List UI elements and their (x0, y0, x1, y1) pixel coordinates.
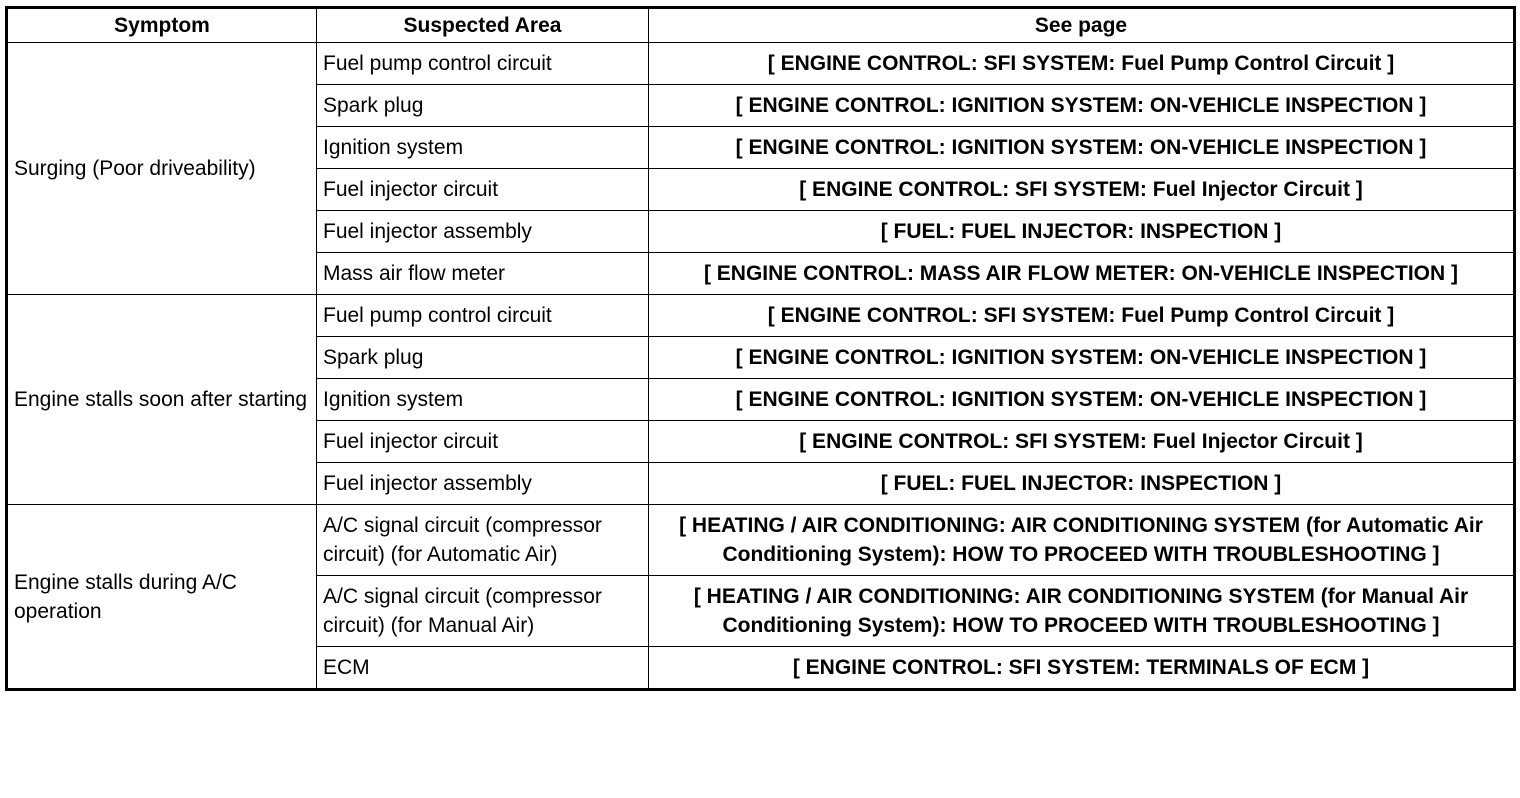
see-page-link[interactable]: [ FUEL: FUEL INJECTOR: INSPECTION ] (649, 211, 1515, 253)
see-page-link[interactable]: [ ENGINE CONTROL: MASS AIR FLOW METER: ON-VEHICLE INSPECTION ] (649, 253, 1515, 295)
suspected-area-cell: Fuel pump control circuit (317, 43, 649, 85)
see-page-link[interactable]: [ ENGINE CONTROL: IGNITION SYSTEM: ON-VEHICLE INSPECTION ] (649, 127, 1515, 169)
symptom-cell: Engine stalls soon after starting (7, 295, 317, 505)
see-page-link[interactable]: [ ENGINE CONTROL: SFI SYSTEM: Fuel Pump Control Circuit ] (649, 43, 1515, 85)
suspected-area-cell: A/C signal circuit (compressor circuit) (for Automatic Air) (317, 505, 649, 576)
header-row (7, 8, 1515, 43)
see-page-link[interactable]: [ ENGINE CONTROL: IGNITION SYSTEM: ON-VEHICLE INSPECTION ] (649, 85, 1515, 127)
see-page-link[interactable]: [ HEATING / AIR CONDITIONING: AIR CONDITIONING SYSTEM (for Automatic Air Conditioning System): HOW TO PROCEED WITH TROUBLESHOOTING ] (649, 505, 1515, 576)
table-row (7, 295, 1515, 337)
suspected-area-cell: Spark plug (317, 85, 649, 127)
suspected-area-cell: Fuel injector assembly (317, 211, 649, 253)
see-page-link[interactable]: [ ENGINE CONTROL: SFI SYSTEM: TERMINALS OF ECM ] (649, 647, 1515, 690)
suspected-area-cell: Fuel injector circuit (317, 169, 649, 211)
suspected-area-cell: Spark plug (317, 337, 649, 379)
suspected-area-cell: Fuel injector circuit (317, 421, 649, 463)
suspected-area-cell: A/C signal circuit (compressor circuit) (for Manual Air) (317, 576, 649, 647)
suspected-area-cell: Ignition system (317, 127, 649, 169)
see-page-link[interactable]: [ ENGINE CONTROL: SFI SYSTEM: Fuel Pump Control Circuit ] (649, 295, 1515, 337)
symptom-cell: Surging (Poor driveability) (7, 43, 317, 295)
see-page-link[interactable]: [ ENGINE CONTROL: IGNITION SYSTEM: ON-VEHICLE INSPECTION ] (649, 337, 1515, 379)
header-symptom: Symptom (7, 8, 317, 43)
suspected-area-cell: Fuel pump control circuit (317, 295, 649, 337)
troubleshooting-table (5, 6, 1516, 691)
suspected-area-cell: Mass air flow meter (317, 253, 649, 295)
table-row (7, 505, 1515, 576)
header-see-page: See page (649, 8, 1515, 43)
troubleshooting-table-container (5, 6, 1513, 691)
table-row (7, 43, 1515, 85)
see-page-link[interactable]: [ ENGINE CONTROL: SFI SYSTEM: Fuel Injector Circuit ] (649, 421, 1515, 463)
see-page-link[interactable]: [ FUEL: FUEL INJECTOR: INSPECTION ] (649, 463, 1515, 505)
see-page-link[interactable]: [ ENGINE CONTROL: IGNITION SYSTEM: ON-VEHICLE INSPECTION ] (649, 379, 1515, 421)
see-page-link[interactable]: [ HEATING / AIR CONDITIONING: AIR CONDITIONING SYSTEM (for Manual Air Conditioning System): HOW TO PROCEED WITH TROUBLESHOOTING ] (649, 576, 1515, 647)
see-page-link[interactable]: [ ENGINE CONTROL: SFI SYSTEM: Fuel Injector Circuit ] (649, 169, 1515, 211)
symptom-cell: Engine stalls during A/C operation (7, 505, 317, 690)
suspected-area-cell: ECM (317, 647, 649, 690)
header-suspected-area: Suspected Area (317, 8, 649, 43)
suspected-area-cell: Fuel injector assembly (317, 463, 649, 505)
suspected-area-cell: Ignition system (317, 379, 649, 421)
